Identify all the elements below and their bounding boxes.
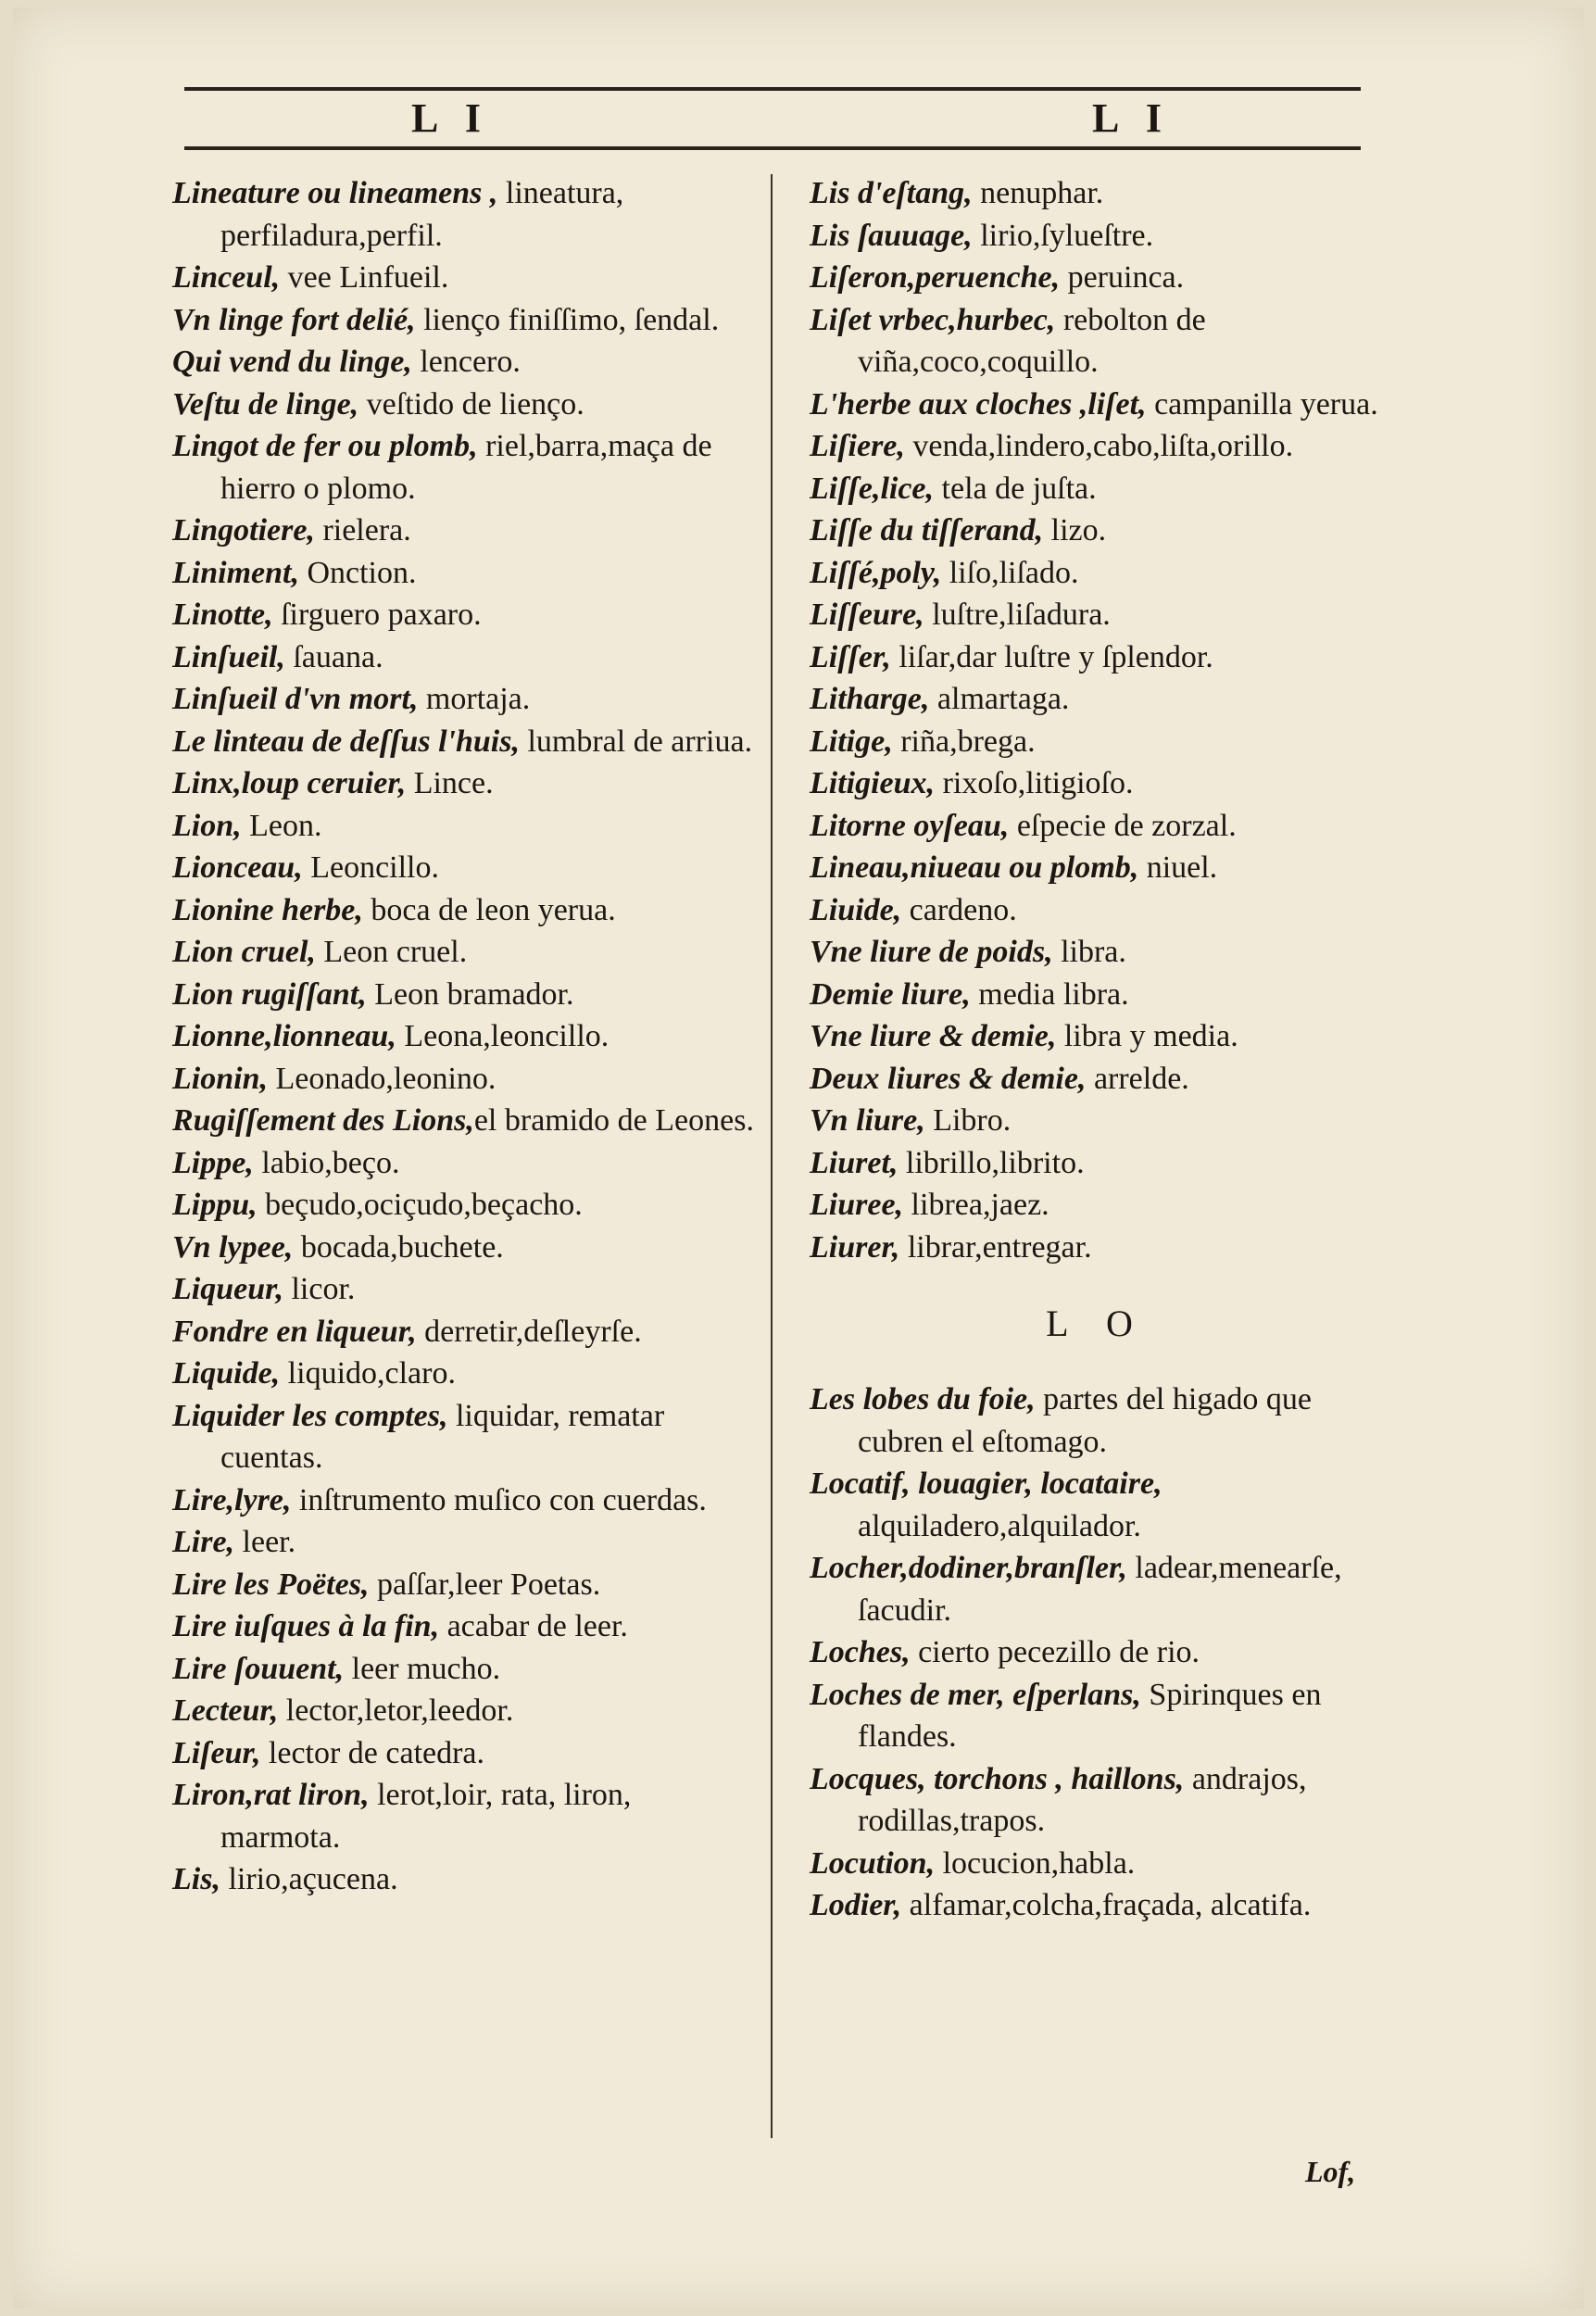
dictionary-entry xyxy=(810,805,1384,848)
dictionary-entry xyxy=(172,1858,754,1901)
entry-definition: labio,beço. xyxy=(253,1145,400,1180)
entry-headword: Lineature ou lineamens , xyxy=(172,176,498,210)
dictionary-entry xyxy=(172,1100,754,1142)
entry-headword: Liron,rat liron, xyxy=(172,1778,370,1812)
entry-headword: Lion, xyxy=(172,808,242,843)
right-column xyxy=(810,172,1384,1927)
entry-definition: andrajos, rodillas,trapos. xyxy=(858,1761,1307,1838)
entry-definition: luſtre,liſadura. xyxy=(924,598,1111,632)
entry-headword: Linx,loup ceruier, xyxy=(172,766,407,800)
dictionary-entry xyxy=(810,1631,1384,1674)
running-head-right: L I xyxy=(1092,95,1172,141)
entry-definition: inſtrumento muſico con cuerdas. xyxy=(291,1482,707,1517)
dictionary-entry xyxy=(172,847,754,889)
entry-headword: Lis, xyxy=(172,1862,220,1896)
entry-headword: Linceul, xyxy=(172,260,281,295)
dictionary-entry xyxy=(172,1058,754,1101)
entry-definition: ſirguero paxaro. xyxy=(272,598,482,632)
entry-headword: Lire,lyre, xyxy=(172,1482,292,1517)
entry-headword: Lion cruel, xyxy=(172,935,316,969)
entry-headword: Liſſe du tiſſerand, xyxy=(810,513,1044,548)
entry-definition: locucion,habla. xyxy=(935,1845,1136,1881)
dictionary-entry xyxy=(810,1184,1384,1227)
column-divider xyxy=(771,174,773,2138)
entry-definition: eſpecie de zorzal. xyxy=(1009,808,1237,843)
entry-headword: Vn linge fort delié, xyxy=(172,302,416,337)
entry-definition: lerot,loir, rata, liron, marmota. xyxy=(220,1778,632,1855)
entry-definition: lizo. xyxy=(1043,513,1107,548)
entry-definition: derretir,deſleyrſe. xyxy=(416,1314,642,1349)
entry-headword: Le linteau de deſſus l'huis, xyxy=(172,724,520,759)
dictionary-entry xyxy=(172,1521,754,1564)
entry-headword: Liuret, xyxy=(810,1145,899,1180)
entry-headword: Vn liure, xyxy=(810,1103,925,1138)
entry-definition: riña,brega. xyxy=(892,724,1036,759)
entry-definition: ſauana. xyxy=(284,639,383,674)
entry-headword: Lingotiere, xyxy=(172,513,315,548)
dictionary-entry xyxy=(172,931,754,974)
dictionary-entry xyxy=(172,257,754,299)
entry-headword: Lire ſouuent, xyxy=(172,1651,345,1686)
entry-headword: Liuide, xyxy=(810,892,902,927)
section-heading-lo: L O xyxy=(1046,1303,1148,1344)
entry-headword: Lire, xyxy=(172,1525,235,1559)
entry-definition: niuel. xyxy=(1138,850,1218,885)
entry-definition: almartaga. xyxy=(929,682,1070,716)
entry-definition: alquiladero,alquilador. xyxy=(858,1508,1141,1543)
dictionary-entry xyxy=(172,552,754,595)
dictionary-entry xyxy=(810,1378,1384,1463)
entry-headword: Liquider les comptes, xyxy=(172,1398,448,1433)
dictionary-entry xyxy=(810,425,1384,468)
entry-definition: lector,letor,leedor. xyxy=(278,1693,514,1728)
entry-definition: vee Linfueil. xyxy=(280,260,449,295)
entry-definition: cierto pecezillo de rio. xyxy=(910,1635,1200,1669)
entry-definition: Leon cruel. xyxy=(315,935,468,969)
dictionary-entry xyxy=(810,215,1384,258)
entry-definition: Leon bramador. xyxy=(366,976,574,1012)
entry-definition: liquido,claro. xyxy=(280,1356,456,1391)
running-head-left: L I xyxy=(411,95,491,141)
dictionary-page xyxy=(13,7,1584,2309)
entry-definition: rebolton de viña,coco,coquillo. xyxy=(858,302,1206,379)
entry-headword: Vne liure de poids, xyxy=(810,935,1053,969)
dictionary-entry xyxy=(172,1395,754,1479)
entry-headword: Locques, torchons , haillons, xyxy=(810,1761,1185,1796)
catchword: Lof, xyxy=(1305,2155,1356,2188)
dictionary-entry xyxy=(172,1690,754,1732)
entry-definition: rielera. xyxy=(314,513,411,548)
dictionary-entry xyxy=(810,974,1384,1016)
dictionary-entry xyxy=(810,678,1384,721)
entry-headword: Rugiſſement des Lions, xyxy=(172,1103,474,1138)
entry-headword: Liſeur, xyxy=(172,1735,261,1770)
entry-headword: Lionine herbe, xyxy=(172,892,363,927)
entry-definition: peruinca. xyxy=(1060,260,1185,295)
entry-definition: beçudo,ociçudo,beçacho. xyxy=(257,1188,583,1222)
entry-definition: acabar de leer. xyxy=(439,1609,628,1643)
entry-headword: L'herbe aux cloches ,liſet, xyxy=(810,386,1147,422)
dictionary-entry xyxy=(810,931,1384,974)
entry-headword: Liniment, xyxy=(172,555,299,590)
entry-definition: librillo,librito. xyxy=(898,1145,1085,1180)
entry-headword: Deux liures & demie, xyxy=(810,1061,1087,1096)
dictionary-entry xyxy=(810,1547,1384,1631)
entry-headword: Lionne,lionneau, xyxy=(172,1019,396,1053)
dictionary-entry xyxy=(810,1015,1384,1058)
entry-headword: Liſet vrbec,hurbec, xyxy=(810,302,1056,337)
entry-definition: partes del higado que cubren el eſtomago. xyxy=(858,1382,1312,1459)
entry-definition: lineatura, perfiladura,perfil. xyxy=(220,176,624,253)
dictionary-entry xyxy=(172,1605,754,1648)
dictionary-entry xyxy=(810,594,1384,636)
dictionary-entry xyxy=(172,384,754,426)
entry-headword: Liqueur, xyxy=(172,1272,283,1306)
entry-headword: Lion rugiſſant, xyxy=(172,976,367,1012)
dictionary-entry xyxy=(172,1142,754,1185)
entry-headword: Demie liure, xyxy=(810,976,971,1012)
entry-definition: lirio,açucena. xyxy=(220,1862,398,1896)
dictionary-entry xyxy=(172,1268,754,1311)
entry-headword: Liſſé,poly, xyxy=(810,555,942,590)
dictionary-entry xyxy=(172,1311,754,1353)
dictionary-entry xyxy=(810,1674,1384,1758)
entry-headword: Lippe, xyxy=(172,1145,254,1180)
entry-headword: Lire les Poëtes, xyxy=(172,1567,370,1602)
entry-headword: Liſſer, xyxy=(810,639,891,674)
dictionary-entry xyxy=(172,1353,754,1395)
entry-definition: riel,barra,maça de hierro o plomo. xyxy=(220,429,712,506)
entry-definition: media libra. xyxy=(970,976,1129,1012)
dictionary-entry xyxy=(172,341,754,384)
dictionary-entry xyxy=(172,1732,754,1775)
dictionary-entry xyxy=(172,172,754,257)
dictionary-entry xyxy=(810,1463,1384,1547)
entry-definition: Leona,leoncillo. xyxy=(396,1019,609,1053)
dictionary-entry xyxy=(172,762,754,805)
entry-headword: Liquide, xyxy=(172,1356,281,1391)
dictionary-entry xyxy=(810,1100,1384,1142)
entry-headword: Lippu, xyxy=(172,1188,258,1222)
entry-definition: nenuphar. xyxy=(972,176,1104,210)
entry-headword: Locher,dodiner,branſler, xyxy=(810,1551,1127,1585)
entry-definition: librar,entregar. xyxy=(899,1229,1092,1265)
dictionary-entry xyxy=(810,552,1384,595)
dictionary-entry xyxy=(172,721,754,763)
right-column-lo-entries xyxy=(810,1378,1384,1927)
dictionary-entry xyxy=(810,172,1384,215)
entry-definition: Onction. xyxy=(298,555,417,590)
entry-headword: Lineau,niueau ou plomb, xyxy=(810,850,1139,885)
entry-definition: campanilla yerua. xyxy=(1146,386,1378,422)
entry-definition: lirio,ſylueſtre. xyxy=(972,218,1154,253)
dictionary-entry xyxy=(810,762,1384,805)
entry-definition: venda,lindero,cabo,liſta,orillo. xyxy=(904,429,1294,463)
entry-definition: Spirinques en flandes. xyxy=(858,1677,1322,1754)
entry-headword: Linſueil, xyxy=(172,639,285,674)
dictionary-entry xyxy=(172,1015,754,1058)
dictionary-entry xyxy=(810,299,1384,384)
entry-definition: alfamar,colcha,fraçada, alcatifa. xyxy=(901,1888,1312,1922)
dictionary-entry xyxy=(172,594,754,636)
dictionary-entry xyxy=(810,1884,1384,1927)
entry-definition: veſtido de lienço. xyxy=(358,386,584,422)
dictionary-entry xyxy=(810,1142,1384,1185)
entry-definition: cardeno. xyxy=(901,892,1017,927)
dictionary-entry xyxy=(810,889,1384,932)
entry-definition: libra y media. xyxy=(1056,1019,1238,1053)
entry-definition: tela de juſta. xyxy=(934,471,1097,506)
dictionary-entry xyxy=(172,1774,754,1858)
dictionary-entry xyxy=(172,636,754,679)
dictionary-entry xyxy=(172,1564,754,1606)
entry-headword: Lingot de fer ou plomb, xyxy=(172,429,478,463)
dictionary-entry xyxy=(172,974,754,1016)
entry-headword: Liuree, xyxy=(810,1188,904,1222)
entry-headword: Lire iuſques à la fin, xyxy=(172,1609,440,1643)
entry-definition: lumbral de arriua. xyxy=(519,724,753,759)
entry-definition: arrelde. xyxy=(1086,1061,1189,1096)
entry-definition: paſſar,leer Poetas. xyxy=(369,1567,601,1602)
entry-headword: Lodier, xyxy=(810,1888,902,1922)
entry-definition: mortaja. xyxy=(418,682,531,716)
dictionary-entry xyxy=(172,805,754,848)
dictionary-entry xyxy=(810,384,1384,426)
entry-definition: librea,jaez. xyxy=(903,1188,1049,1222)
entry-definition: Leon. xyxy=(241,808,322,843)
entry-headword: Vne liure & demie, xyxy=(810,1019,1057,1053)
entry-headword: Veſtu de linge, xyxy=(172,386,359,422)
entry-headword: Loches de mer, eſperlans, xyxy=(810,1677,1141,1712)
entry-definition: Leoncillo. xyxy=(302,850,440,885)
dictionary-entry xyxy=(810,1843,1384,1885)
dictionary-entry xyxy=(172,678,754,721)
entry-headword: Lis d'eſtang, xyxy=(810,176,973,210)
entry-definition: liſo,liſado. xyxy=(941,555,1079,590)
entry-definition: libra. xyxy=(1052,935,1126,969)
entry-headword: Liſſeure, xyxy=(810,598,924,632)
dictionary-entry xyxy=(172,1227,754,1269)
dictionary-entry xyxy=(810,847,1384,889)
dictionary-entry xyxy=(810,468,1384,510)
entry-headword: Litorne oyſeau, xyxy=(810,808,1010,843)
dictionary-entry xyxy=(810,1758,1384,1843)
entry-definition: licor. xyxy=(283,1272,356,1306)
entry-headword: Locution, xyxy=(810,1845,936,1881)
entry-definition: liquidar, rematar cuentas. xyxy=(220,1398,665,1475)
header-rule-bottom xyxy=(184,146,1361,150)
dictionary-entry xyxy=(810,721,1384,763)
entry-headword: Lis ſauuage, xyxy=(810,218,973,253)
left-column xyxy=(172,172,754,1901)
dictionary-entry xyxy=(172,425,754,510)
entry-definition: leer mucho. xyxy=(344,1651,501,1686)
entry-definition: liſar,dar luſtre y ſplendor. xyxy=(890,639,1213,674)
entry-headword: Liurer, xyxy=(810,1229,900,1265)
dictionary-entry xyxy=(810,510,1384,552)
entry-headword: Locatif, louagier, locataire, xyxy=(810,1466,1162,1501)
entry-headword: Liſiere, xyxy=(810,429,905,463)
entry-definition: rixoſo,litigioſo. xyxy=(935,766,1134,800)
entry-headword: Loches, xyxy=(810,1635,911,1669)
dictionary-entry xyxy=(172,889,754,932)
entry-definition: Libro. xyxy=(924,1103,1012,1138)
entry-headword: Fondre en liqueur, xyxy=(172,1314,417,1349)
right-column-li-entries xyxy=(810,172,1384,1268)
entry-headword: Litigieux, xyxy=(810,766,936,800)
entry-headword: Liſeron,peruenche, xyxy=(810,260,1061,295)
entry-headword: Litharge, xyxy=(810,682,930,716)
dictionary-entry xyxy=(810,1227,1384,1269)
entry-headword: Linſueil d'vn mort, xyxy=(172,682,419,716)
entry-headword: Litige, xyxy=(810,724,893,759)
dictionary-entry xyxy=(172,1648,754,1691)
dictionary-entry xyxy=(172,299,754,342)
entry-definition: Lince. xyxy=(406,766,494,800)
entry-definition: ladear,menearſe, ſacudir. xyxy=(858,1551,1342,1628)
entry-definition: Leonado,leonino. xyxy=(267,1061,496,1096)
dictionary-entry xyxy=(810,1058,1384,1101)
entry-headword: Lecteur, xyxy=(172,1693,279,1728)
dictionary-entry xyxy=(810,636,1384,679)
entry-headword: Qui vend du linge, xyxy=(172,345,412,379)
dictionary-entry xyxy=(172,1184,754,1227)
entry-definition: lector de catedra. xyxy=(260,1735,485,1770)
dictionary-entry xyxy=(172,510,754,552)
entry-headword: Lionceau, xyxy=(172,850,303,885)
entry-definition: bocada,buchete. xyxy=(293,1229,504,1265)
entry-definition: lencero. xyxy=(411,345,521,379)
dictionary-entry xyxy=(172,1479,754,1522)
dictionary-entry xyxy=(810,257,1384,299)
entry-definition: boca de leon yerua. xyxy=(362,892,616,927)
entry-headword: Les lobes du foie, xyxy=(810,1382,1036,1416)
entry-headword: Vn lypee, xyxy=(172,1229,294,1265)
entry-definition: lienço finiſſimo, ſendal. xyxy=(415,302,720,337)
entry-definition: leer. xyxy=(234,1525,296,1559)
entry-headword: Linotte, xyxy=(172,598,273,632)
entry-headword: Lionin, xyxy=(172,1061,268,1096)
entry-headword: Liſſe,lice, xyxy=(810,471,935,506)
entry-definition: el bramido de Leones. xyxy=(473,1103,754,1138)
header-rule-top xyxy=(184,87,1361,91)
